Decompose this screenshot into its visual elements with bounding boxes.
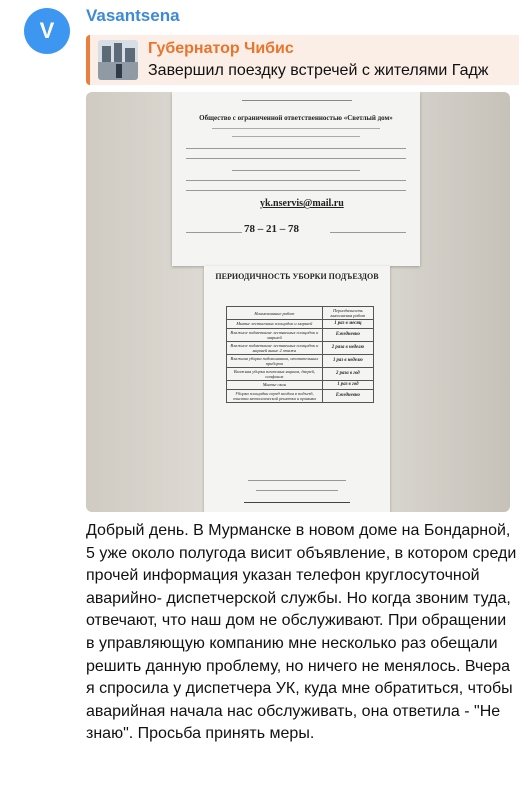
schedule-row (227, 328, 374, 341)
schedule-row (227, 354, 374, 367)
schedule-frequency-cell: 1 раз в неделю (322, 354, 373, 367)
notice-phone: 78 – 21 – 78 (244, 223, 299, 235)
schedule-row (227, 341, 374, 354)
schedule-frequency-cell: 1 раз в месяц (322, 320, 373, 329)
schedule-row (227, 320, 374, 329)
schedule-work-cell: Влажная уборка почтовых ящиков, дверей, плафонов (227, 368, 323, 381)
schedule-header-cell: Наименование работ (227, 307, 323, 320)
cleaning-schedule-sheet (204, 266, 390, 512)
schedule-row (227, 389, 374, 402)
schedule-work-cell: Уборка площадки перед входом в подъезд, очистка металлической решетки и приямка (227, 389, 323, 402)
reply-thumbnail (98, 40, 138, 80)
schedule-title: ПЕРИОДИЧНОСТЬ УБОРКИ ПОДЪЕЗДОВ (215, 272, 379, 281)
schedule-frequency-cell: 2 раза в год (322, 368, 373, 381)
notice-company: Общество с ограниченной ответственностью «Светлый дом» (199, 114, 393, 122)
schedule-frequency-cell: Ежедневно (322, 389, 373, 402)
schedule-frequency-cell: Ежедневно (322, 328, 373, 341)
schedule-header-row (227, 307, 374, 320)
schedule-work-cell: Мытье лестничных площадок и маршей (227, 320, 323, 329)
message-bubble (84, 0, 519, 800)
schedule-frequency-cell: 2 раза в неделю (322, 341, 373, 354)
schedule-work-cell: Влажное подметание лестничных площадок и маршей выше 2 этажа (227, 341, 323, 354)
schedule-work-cell: Мытье окон (227, 381, 323, 390)
notice-sheet (172, 92, 420, 266)
reply-text: Завершил поездку встречей с жителями Гадж (148, 62, 489, 79)
reply-preview[interactable] (86, 35, 519, 85)
sender-name[interactable]: Vasantsena (86, 6, 180, 25)
schedule-frequency-cell: 1 раз в год (322, 381, 373, 390)
reply-author: Губернатор Чибис (148, 40, 294, 57)
message-text: Добрый день. В Мурманске в новом доме на Бондарной, 5 уже около полугода висит объявление, в котором среди прочей информация указан телефон круглосуточной аварийно- диспетчерской службы. Но когда звоним туда, отвечают, что наш дом не обслуживают. При обращении в управляющую компанию мне несколько раз обещали решить данную проблему, но ничего не менялось. Вчера я спросила у диспетчера УК, куда мне обратиться, чтобы аварийная начала нас обслуживать, она ответила - "Не знаю". Просьба принять меры. (86, 522, 517, 743)
schedule-work-cell: Влажное подметание лестничных площадок и маршей (227, 328, 323, 341)
schedule-row (227, 368, 374, 381)
schedule-header-cell: Периодичность выполнения работ (322, 307, 373, 320)
notice-email: yk.nservis@mail.ru (260, 198, 344, 209)
schedule-work-cell: Влажная уборка подоконников, отопительных приборов (227, 354, 323, 367)
schedule-row (227, 381, 374, 390)
channel-avatar[interactable] (24, 8, 70, 54)
avatar-letter: V (39, 18, 55, 43)
schedule-table (226, 306, 374, 403)
attached-photo[interactable] (86, 92, 510, 512)
